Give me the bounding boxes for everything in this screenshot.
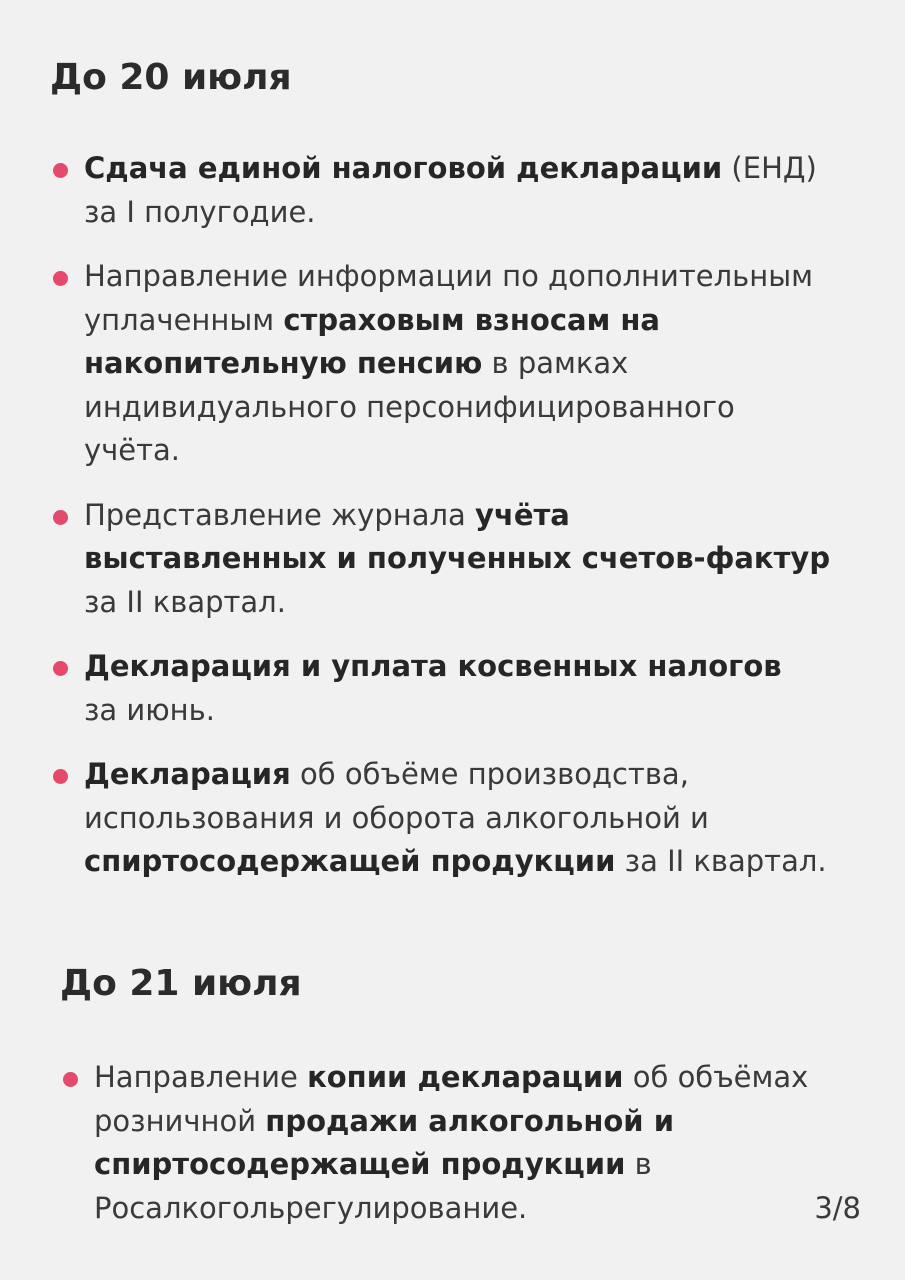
- bold-text: накопительную пенсию: [84, 346, 483, 380]
- bold-text: выставленных и полученных счетов-фактур: [84, 541, 831, 575]
- text: за I полугодие.: [84, 194, 316, 229]
- text: Направление информации по дополнительным: [84, 259, 813, 293]
- bullet-icon: [53, 163, 68, 178]
- text: использования и оборота алкогольной и: [84, 800, 709, 835]
- text: учёта.: [84, 433, 181, 467]
- text: Представление журнала: [84, 497, 476, 532]
- text: об объёмах: [623, 1060, 809, 1094]
- section-title: До 21 июля: [60, 963, 302, 1004]
- bold-text: спиртосодержащей продукции: [84, 844, 616, 878]
- text: Направление: [94, 1060, 308, 1094]
- text: об объёме производства,: [290, 757, 689, 791]
- bold-text: страховым взносам на: [283, 302, 660, 337]
- bold-text: продажи алкогольной и: [265, 1103, 675, 1138]
- text: в: [625, 1147, 652, 1181]
- bullet-icon: [53, 661, 68, 676]
- bullet-icon: [53, 769, 68, 784]
- text: индивидуального персонифицированного: [84, 389, 735, 424]
- text: в рамках: [482, 346, 629, 380]
- bullet-icon: [63, 1072, 78, 1087]
- text: за II квартал.: [84, 584, 286, 619]
- text: розничной: [94, 1103, 266, 1138]
- deadline-list: [84, 147, 830, 905]
- section-title: До 20 июля: [50, 57, 292, 98]
- bold-text: Сдача единой налоговой декларации: [84, 151, 723, 185]
- bold-text: учёта: [475, 497, 570, 532]
- list-item: [84, 255, 830, 473]
- bold-text: Декларация и уплата косвенных налогов: [84, 649, 782, 683]
- bold-text: Декларация: [84, 757, 291, 791]
- list-item: [84, 753, 830, 884]
- list-item: [84, 147, 830, 234]
- bold-text: спиртосодержащей продукции: [94, 1147, 626, 1181]
- page-indicator: 3/8: [814, 1191, 861, 1225]
- list-item: [84, 645, 830, 732]
- bullet-icon: [53, 510, 68, 525]
- bullet-icon: [53, 271, 68, 286]
- text: за июнь.: [84, 692, 215, 727]
- text: (ЕНД): [722, 151, 817, 185]
- list-item: [84, 494, 830, 625]
- text: уплаченным: [84, 302, 284, 337]
- text: Росалкогольрегулирование.: [94, 1190, 528, 1225]
- bold-text: копии декларации: [307, 1060, 624, 1094]
- list-item: [94, 1056, 808, 1230]
- deadline-list: [94, 1056, 808, 1251]
- text: за II квартал.: [615, 844, 827, 878]
